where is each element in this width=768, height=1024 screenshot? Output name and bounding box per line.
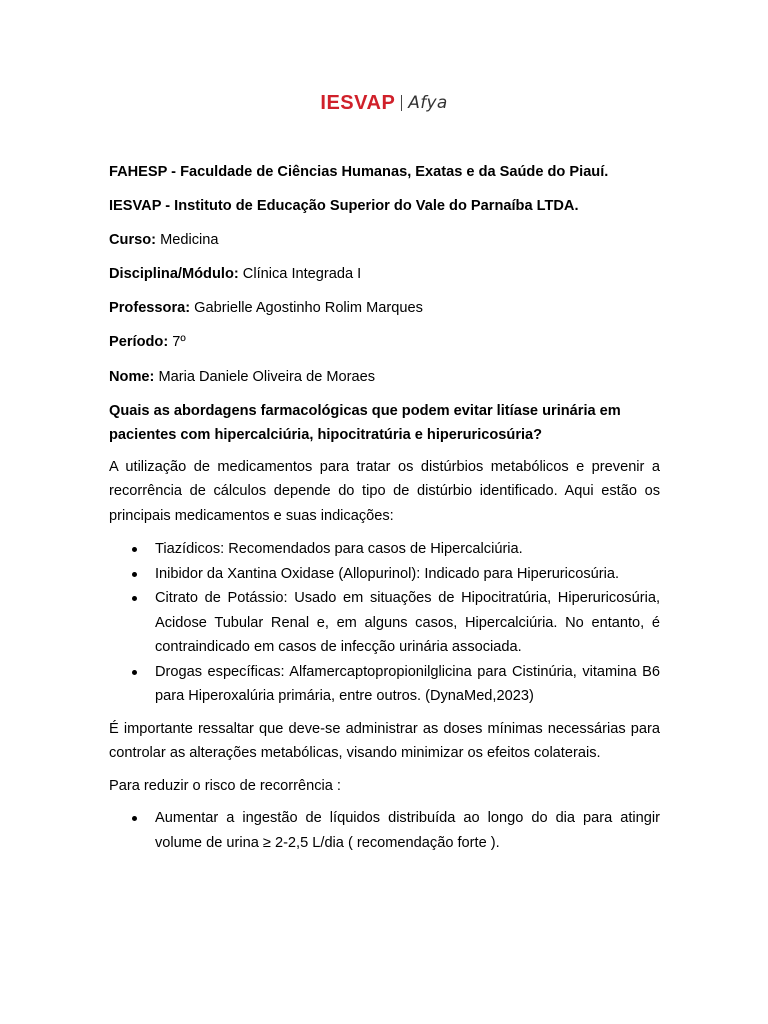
field-label: Período: (109, 334, 169, 351)
medication-list (109, 537, 660, 709)
field-disciplina (109, 262, 660, 287)
question-heading: Quais as abordagens farmacológicas que podem evitar litíase urinária em pacientes com hipercalciúria, hipocitratúria e hiperuricosúria? (109, 402, 621, 444)
institution-logo (0, 92, 768, 122)
field-value: Gabrielle Agostinho Rolim Marques (190, 300, 423, 317)
logo-separator (401, 95, 402, 111)
list-item-text: Drogas específicas: Alfamercaptopropionilglicina para Cistinúria, vitamina B6 para Hiperoxalúria primária, entre outros. (DynaMed,2023) (155, 663, 660, 705)
list-item-text: Inibidor da Xantina Oxidase (Allopurinol): Indicado para Hiperuricosúria. (155, 565, 620, 582)
logo-iesvap: IESVAP (320, 92, 396, 114)
institute-line: IESVAP - Instituto de Educação Superior do Vale do Parnaíba LTDA. (109, 198, 579, 215)
bullet-icon (132, 816, 137, 821)
field-label: Curso: (109, 232, 157, 249)
list-item (109, 537, 660, 562)
list-item-text: Citrato de Potássio: Usado em situações de Hipocitratúria, Hiperuricosúria, Acidose Tubular Renal e, em alguns casos, Hipercalciúria. No entanto, é contraindicado em casos de infecção urinária associada. (155, 590, 660, 656)
document-body (109, 160, 660, 863)
list-item (109, 806, 660, 855)
field-label: Disciplina/Módulo: (109, 266, 239, 283)
faculty-line: FAHESP - Faculdade de Ciências Humanas, Exatas e da Saúde do Piauí. (109, 164, 609, 180)
field-nome (109, 365, 660, 390)
recurrence-heading: Para reduzir o risco de recorrência : (109, 777, 341, 794)
list-item-text: Tiazídicos: Recomendados para casos de Hipercalciúria. (155, 541, 523, 558)
field-value: Clínica Integrada I (238, 266, 362, 283)
field-value: Maria Daniele Oliveira de Moraes (154, 368, 376, 385)
field-professora (109, 296, 660, 321)
field-label: Professora: (109, 300, 191, 317)
field-value: Medicina (156, 232, 219, 249)
list-item (109, 660, 660, 709)
intro-paragraph: A utilização de medicamentos para tratar os distúrbios metabólicos e prevenir a recorrência de cálculos depende do tipo de distúrbio identificado. Aqui estão os principais medicamentos e suas indicações: (109, 458, 660, 524)
bullet-icon (132, 596, 137, 601)
field-curso (109, 228, 660, 253)
list-item-text: Aumentar a ingestão de líquidos distribuída ao longo do dia para atingir volume de urina ≥ 2-2,5 L/dia ( recomendação forte ). (155, 810, 660, 851)
dosage-note: É importante ressaltar que deve-se administrar as doses mínimas necessárias para controlar as alterações metabólicas, visando minimizar os efeitos colaterais. (109, 720, 660, 762)
bullet-icon (132, 547, 137, 552)
list-item (109, 586, 660, 660)
field-value: 7º (168, 334, 186, 351)
bullet-icon (132, 572, 137, 577)
list-item (109, 562, 660, 587)
bullet-icon (132, 670, 137, 675)
field-periodo (109, 330, 660, 355)
recurrence-list (109, 806, 660, 855)
field-label: Nome: (109, 368, 155, 385)
logo-afya: Afya (408, 93, 448, 113)
